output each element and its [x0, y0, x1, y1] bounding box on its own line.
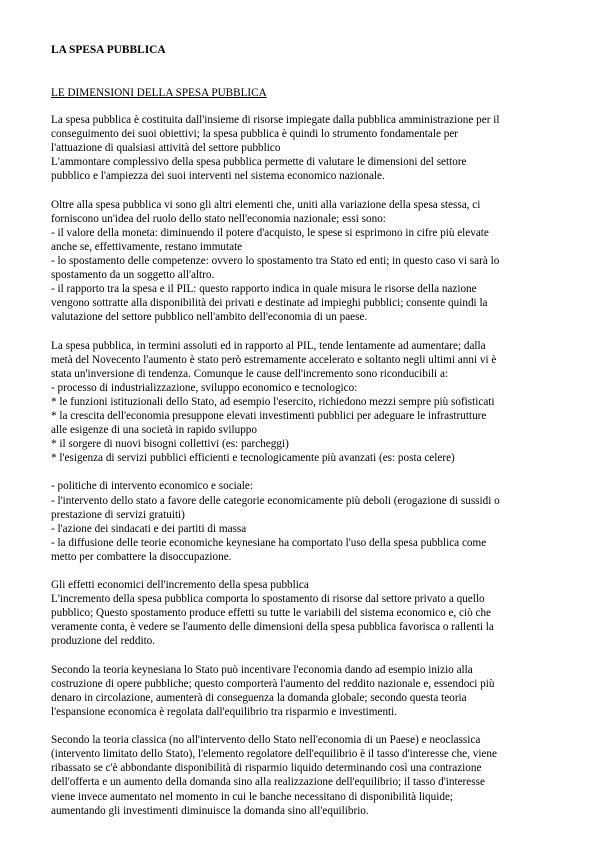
section-heading: LE DIMENSIONI DELLA SPESA PUBBLICA — [51, 87, 267, 99]
text-line: dell'offerta e un aumento della domanda sino alla realizzazione dell'equilibrio; il tasso d'interesse — [51, 776, 485, 789]
document-title: LA SPESA PUBBLICA — [51, 44, 166, 56]
text-line: Secondo la teoria keynesiana lo Stato può incentivare l'economia dando ad esempio inizio alla — [51, 663, 473, 676]
text-line: * l'esigenza di servizi pubblici efficienti e tecnologicamente più avanzati (es: posta celere) — [51, 452, 455, 465]
text-line: L'ammontare complessivo della spesa pubblica permette di valutare le dimensioni del settore — [51, 156, 467, 169]
text-line: (intervento limitato dello Stato), l'elemento regolatore dell'equilibrio è il tasso d'interesse che, viene — [51, 748, 497, 761]
text-line: Secondo la teoria classica (no all'intervento dello Stato nell'economia di un Paese) e neoclassica — [51, 734, 481, 747]
text-line: metà del Novecento l'aumento è stato però estremamente accelerato e soltanto negli ultimi anni vi è — [51, 353, 497, 366]
paragraph — [51, 339, 551, 466]
text-line: Oltre alla spesa pubblica vi sono gli altri elementi che, uniti alla variazione della spesa stessa, ci — [51, 198, 481, 211]
text-line: - il rapporto tra la spesa e il PIL: questo rapporto indica in quale misura le risorse della nazione — [51, 283, 477, 296]
text-line: costruzione di opere pubbliche; questo comporterà l'aumento del reddito nazionale e, essendoci più — [51, 677, 495, 690]
document-body — [51, 113, 551, 832]
text-line: viene invece aumentato nel momento in cui le banche necessitano di disponibilità liquide; — [51, 790, 454, 803]
text-line: forniscono un'idea del ruolo dello stato nell'economia nazionale; essi sono: — [51, 212, 386, 225]
text-line: vengono sottratte alla disponibilità dei privati e destinate ad impieghi pubblici; consente quindi la — [51, 297, 488, 310]
paragraph — [51, 663, 551, 719]
text-line: aumentando gli investimenti diminuisce la domanda sino all'equilibrio. — [51, 804, 369, 817]
text-line: anche se, effettivamente, restano immutate — [51, 240, 243, 253]
text-line: valutazione del settore pubblico nell'ambito dell'economia di un paese. — [51, 311, 368, 324]
text-line: - l'intervento dello stato a favore delle categorie economicamente più deboli (erogazione di sussidi o — [51, 494, 500, 507]
text-line: veramente conta, è vedere se l'aumento delle dimensioni della spesa pubblica favorisca o rallenti la — [51, 621, 494, 634]
text-line: * il sorgere di nuovi bisogni collettivi (es: parcheggi) — [51, 438, 289, 451]
paragraph — [51, 479, 551, 564]
text-line: prestazione di servizi gratuiti) — [51, 508, 185, 521]
text-line: spostamento da un soggetto all'altro. — [51, 269, 215, 282]
text-line: - l'azione dei sindacati e dei partiti di massa — [51, 522, 247, 535]
text-line: l'espansione economica è regolata dall'equilibrio tra risparmio e investimenti. — [51, 705, 398, 718]
paragraph — [51, 578, 551, 648]
text-line: La spesa pubblica è costituita dall'insieme di risorse impiegate dalla pubblica amministrazione per il — [51, 114, 500, 126]
text-line: conseguimento dei suoi obiettivi; la spesa pubblica è quindi lo strumento fondamentale per — [51, 128, 459, 141]
text-line: L'incremento della spesa pubblica comporta lo spostamento di risorse dal settore privato a quello — [51, 593, 485, 606]
text-line: La spesa pubblica, in termini assoluti ed in rapporto al PIL, tende lentamente ad aumentare; dalla — [51, 339, 486, 352]
text-line: pubblico e l'ampiezza dei suoi interventi nel sistema economico nazionale. — [51, 170, 385, 183]
text-line: - processo di industrializzazione, sviluppo economico e tecnologico: — [51, 381, 358, 394]
text-line: stata un'inversione di tendenza. Comunque le cause dell'incremento sono riconducibili a: — [51, 367, 449, 380]
text-line: l'attuazione di qualsiasi attività del settore pubblico — [51, 142, 281, 155]
text-line: produzione del reddito. — [51, 635, 156, 648]
text-line: Gli effetti economici dell'incremento della spesa pubblica — [51, 579, 309, 592]
text-line: * le funzioni istituzionali dello Stato, ad esempio l'esercito, richiedono mezzi sempre più sofisticati — [51, 395, 495, 408]
text-line: - politiche di intervento economico e sociale: — [51, 480, 253, 493]
paragraph — [51, 113, 551, 183]
paragraph — [51, 733, 551, 818]
text-line: - il valore della moneta: diminuendo il potere d'acquisto, le spese si esprimono in cifre più elevate — [51, 226, 489, 239]
text-line: denaro in circolazione, aumenterà di conseguenza la domanda globale; secondo questa teoria — [51, 691, 467, 704]
text-line: - la diffusione delle teorie economiche keynesiane ha comportato l'uso della spesa pubblica come — [51, 536, 487, 549]
text-line: * la crescita dell'economia presuppone elevati investimenti pubblici per adeguare le infrastrutture — [51, 409, 487, 422]
text-line: metto per combattere la disoccupazione. — [51, 550, 232, 563]
text-line: - lo spostamento delle competenze: ovvero lo spostamento tra Stato ed enti; in questo caso vi sarà lo — [51, 254, 500, 267]
text-line: alle esigenze di una società in rapido sviluppo — [51, 424, 257, 437]
text-line: ribassato se c'è abbondante disponibilità di risparmio liquido determinando così una contrazione — [51, 762, 482, 775]
text-line: pubblico; Questo spostamento produce effetti su tutte le variabili del sistema economico e, ciò che — [51, 607, 492, 620]
paragraph — [51, 198, 551, 325]
